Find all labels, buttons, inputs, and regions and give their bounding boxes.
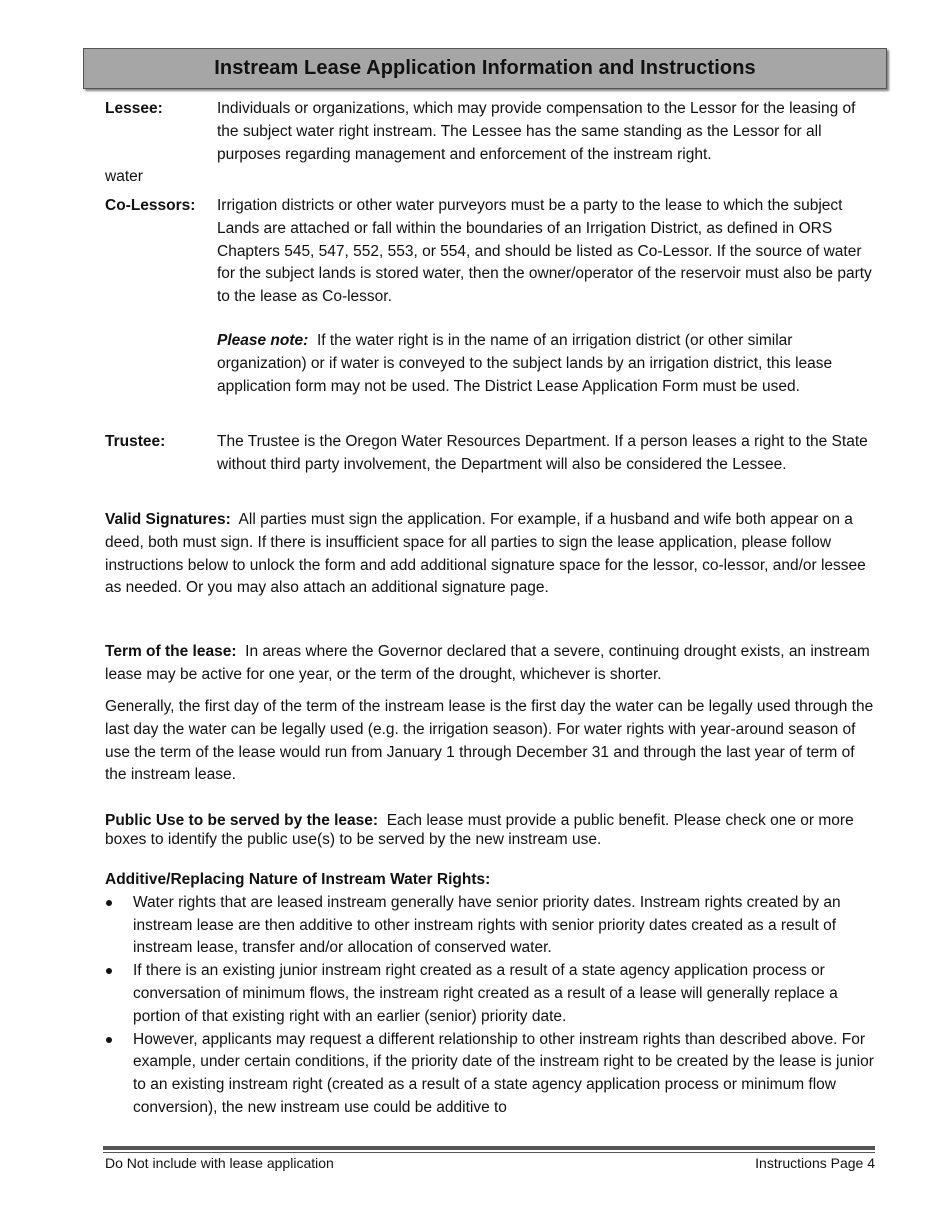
section-label: Term of the lease: — [105, 643, 237, 660]
definition-term: Lessee: — [105, 100, 163, 117]
list-item-text: However, applicants may request a different relationship to other instream rights than described above. For example, under certain conditions, if the priority date of the instream right to be created by the lease is junior to an existing instream right (created as a result of a state agency application process or minimum flow conversion), the new instream use could be additive to — [133, 1030, 874, 1116]
header-banner — [83, 48, 887, 89]
list-item — [105, 1029, 880, 1120]
footer-divider — [103, 1146, 875, 1150]
page-title: Instream Lease Application Information and Instructions — [214, 57, 756, 79]
definition-term: Trustee: — [105, 433, 166, 450]
section-text: Each lease must provide a public benefit. Please check one or more boxes to identify the public use(s) to be served by the new instream use. — [105, 812, 854, 848]
section-heading: Additive/Replacing Nature of Instream Water Rights: — [105, 871, 491, 888]
definition-body — [217, 195, 877, 398]
bullet-list — [105, 892, 880, 1120]
definition-text: Irrigation districts or other water purveyors must be a party to the lease to which the subject Lands are attached or fall within the boundaries of an Irrigation District, as defined in ORS Chapters 545, 547, 552, 553, or 554, and should be listed as Co-Lessor. If the source of water for the subject lands is stored water, then the owner/operator of the reservoir must also be party to the lease as Co-lessor. — [217, 197, 872, 306]
page-number: Instructions Page 4 — [755, 1155, 875, 1171]
lease-term-details-paragraph: Generally, the first day of the term of the instream lease is the first day the water can be legally used through the last day the water can be legally used (e.g. the irrigation season). For water rights with year-around season of use the term of the lease would run from January 1 through December 31 and through the last year of term of the instream lease. — [105, 698, 874, 784]
definition-term: Co-Lessors: — [105, 197, 196, 214]
definition-trustee — [105, 431, 875, 501]
bullet-icon — [106, 900, 112, 906]
section-text: In areas where the Governor declared that a severe, continuing drought exists, an instream lease may be active for one year, or the term of the drought, whichever is shorter. — [105, 643, 870, 683]
definition-lessee — [105, 98, 875, 190]
additive-section — [105, 869, 880, 1120]
note-text: If the water right is in the name of an irrigation district (or other similar organization) or if water is conveyed to the subject lands by an irrigation district, this lease application form may not be used. The District Lease Application Form must be used. — [217, 331, 833, 395]
definition-co-lessors — [105, 195, 875, 425]
term-of-lease-paragraph — [105, 641, 880, 687]
section-text: All parties must sign the application. For example, if a husband and wife both appear on a deed, both must sign. If there is insufficient space for all parties to sign the lease application, please follow instructions below to unlock the form and add additional signature space for the lessor, co-lessor, and/or lessee as needed. Or you may also attach an additional signature page. — [105, 511, 866, 597]
public-use-paragraph — [105, 811, 880, 849]
section-label: Public Use to be served by the lease: — [105, 812, 379, 829]
please-note — [217, 330, 877, 398]
note-label: Please note: — [217, 331, 309, 349]
stray-word: water — [105, 168, 143, 185]
section-label: Valid Signatures: — [105, 511, 231, 528]
bullet-icon — [106, 968, 112, 974]
list-item — [105, 960, 880, 1028]
bullet-icon — [106, 1037, 112, 1043]
list-item-text: If there is an existing junior instream right created as a result of a state agency application process or conversation of minimum flows, the instream right created as a result of a lease will generally replace a portion of that existing right with an earlier (senior) priority date. — [133, 962, 838, 1025]
list-item — [105, 892, 880, 960]
definition-text: The Trustee is the Oregon Water Resources Department. If a person leases a right to the State without third party involvement, the Department will also be considered the Lessee. — [217, 433, 868, 473]
valid-signatures-paragraph — [105, 509, 880, 600]
list-item-text: Water rights that are leased instream generally have senior priority dates. Instream rights created by an instream lease are then additive to other instream rights with senior priority dates created as a result of instream lease, transfer and/or allocation of conserved water. — [133, 893, 841, 957]
footer-note: Do Not include with lease application — [105, 1155, 334, 1171]
footer-divider-thin — [103, 1152, 875, 1153]
definition-text: Individuals or organizations, which may provide compensation to the Lessor for the leasing of the subject water right instream. The Lessee has the same standing as the Lessor for all purposes regarding management and enforcement of the instream right. — [217, 100, 856, 163]
